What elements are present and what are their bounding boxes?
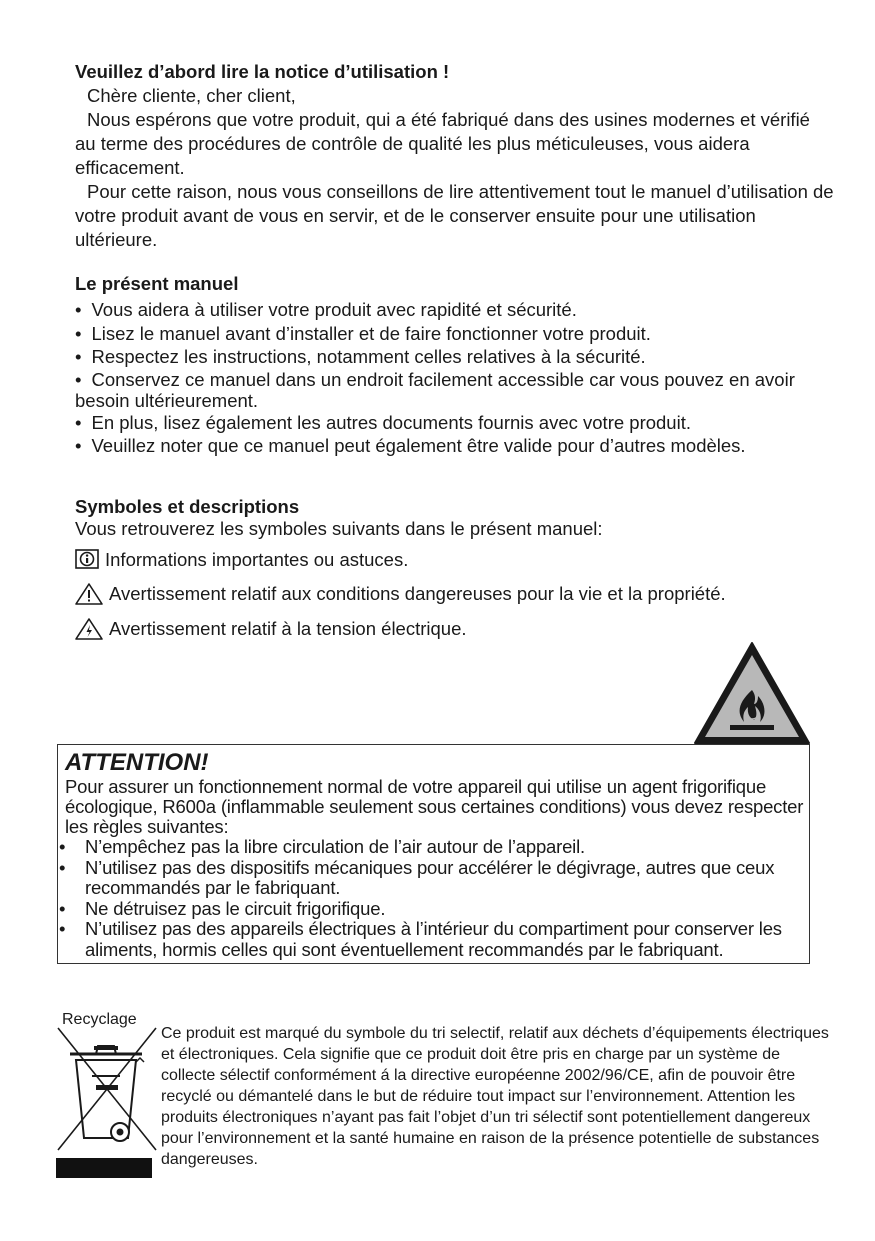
symbols-intro: Vous retrouverez les symboles suivants dans le présent manuel:	[75, 518, 603, 539]
symbols-heading: Symboles et descriptions	[75, 496, 300, 517]
intro-paragraph-1: Nous espérons que votre produit, qui a été fabriqué dans des usines modernes et vérifié au terme des procédures de contrôle de qualité les plus méticuleuses, vous aidera efficacement.	[75, 109, 810, 178]
list-item: • Respectez les instructions, notamment celles relatives à la sécurité.	[75, 345, 835, 369]
list-item: • Ne détruisez pas le circuit frigorifique.	[59, 899, 809, 920]
list-item: • Vous aidera à utiliser votre produit avec rapidité et sécurité.	[75, 298, 835, 322]
list-item: • N’utilisez pas des dispositifs mécaniques pour accélérer le dégivrage, autres que ceux recommandés par le fabriquant.	[59, 858, 809, 899]
manual-list	[75, 298, 835, 458]
attention-title: ATTENTION!	[65, 749, 209, 776]
electric-warning-icon	[75, 617, 107, 641]
intro-greeting: Chère cliente, cher client,	[87, 85, 296, 106]
attention-box	[57, 744, 810, 964]
warning-icon	[75, 582, 107, 606]
attention-text: Pour assurer un fonctionnement normal de votre appareil qui utilise un agent frigorifique écologique, R600a (inflammable seulement sous certaines conditions) vous devez respecter les règles suivantes:	[65, 776, 804, 837]
recycling-text: Ce produit est marqué du symbole du tri selectif, relatif aux déchets d’équipements électriques et électroniques. Cela signifie que ce produit doit être pris en charge par un système de collecte sélectif conformément á la directive européenne 2002/96/CE, afin de pouvoir être recyclé ou démantelé dans le but de réduire tout impact sur l’environnement. Attention les produits électroniques n’ayant pas fait l’objet d’un tri sélectif sont potentiellement dangereux pour l’environnement et la santé humaine en raison de la présence potentielle de substances dangereuses.	[161, 1025, 829, 1168]
list-item: • En plus, lisez également les autres documents fournis avec votre produit.	[75, 411, 835, 435]
manual-section	[75, 272, 835, 458]
list-item: • Conservez ce manuel dans un endroit facilement accessible car vous pouvez en avoir besoin ultérieurement.	[75, 369, 835, 411]
list-item: • Veuillez noter que ce manuel peut également être valide pour d’autres modèles.	[75, 434, 835, 458]
list-item: • Lisez le manuel avant d’installer et de faire fonctionner votre produit.	[75, 322, 835, 346]
intro-paragraph-2: Pour cette raison, nous vous conseillons de lire attentivement tout le manuel d’utilisation de votre produit avant de vous en servir, et de le conserver ensuite pour une utilisation ultérieure.	[75, 181, 834, 250]
symbol-row-warning	[75, 582, 835, 606]
intro-section	[75, 60, 835, 252]
recycling-label: Recyclage	[62, 1011, 137, 1028]
recycling-section	[161, 1023, 831, 1170]
manual-heading: Le présent manuel	[75, 273, 239, 294]
list-item: • N’empêchez pas la libre circulation de l’air autour de l’appareil.	[59, 837, 809, 858]
list-item: • N’utilisez pas des appareils électriques à l’intérieur du compartiment pour conserver les aliments, hormis celles qui sont éventuellement recommandés par le fabriquant.	[59, 919, 809, 960]
symbol-text-electric: Avertissement relatif à la tension électrique.	[109, 618, 467, 639]
weee-crossed-bin-icon	[52, 1010, 162, 1180]
symbol-row-electric	[75, 617, 835, 641]
symbol-text-warning: Avertissement relatif aux conditions dangereuses pour la vie et la propriété.	[109, 583, 726, 604]
symbol-text-info: Informations importantes ou astuces.	[105, 549, 409, 570]
symbol-row-info	[75, 548, 835, 572]
flammable-warning-icon	[692, 640, 812, 746]
attention-list	[65, 837, 809, 960]
intro-heading: Veuillez d’abord lire la notice d’utilisation !	[75, 61, 450, 82]
info-icon	[75, 549, 101, 571]
symbols-section	[75, 496, 835, 641]
